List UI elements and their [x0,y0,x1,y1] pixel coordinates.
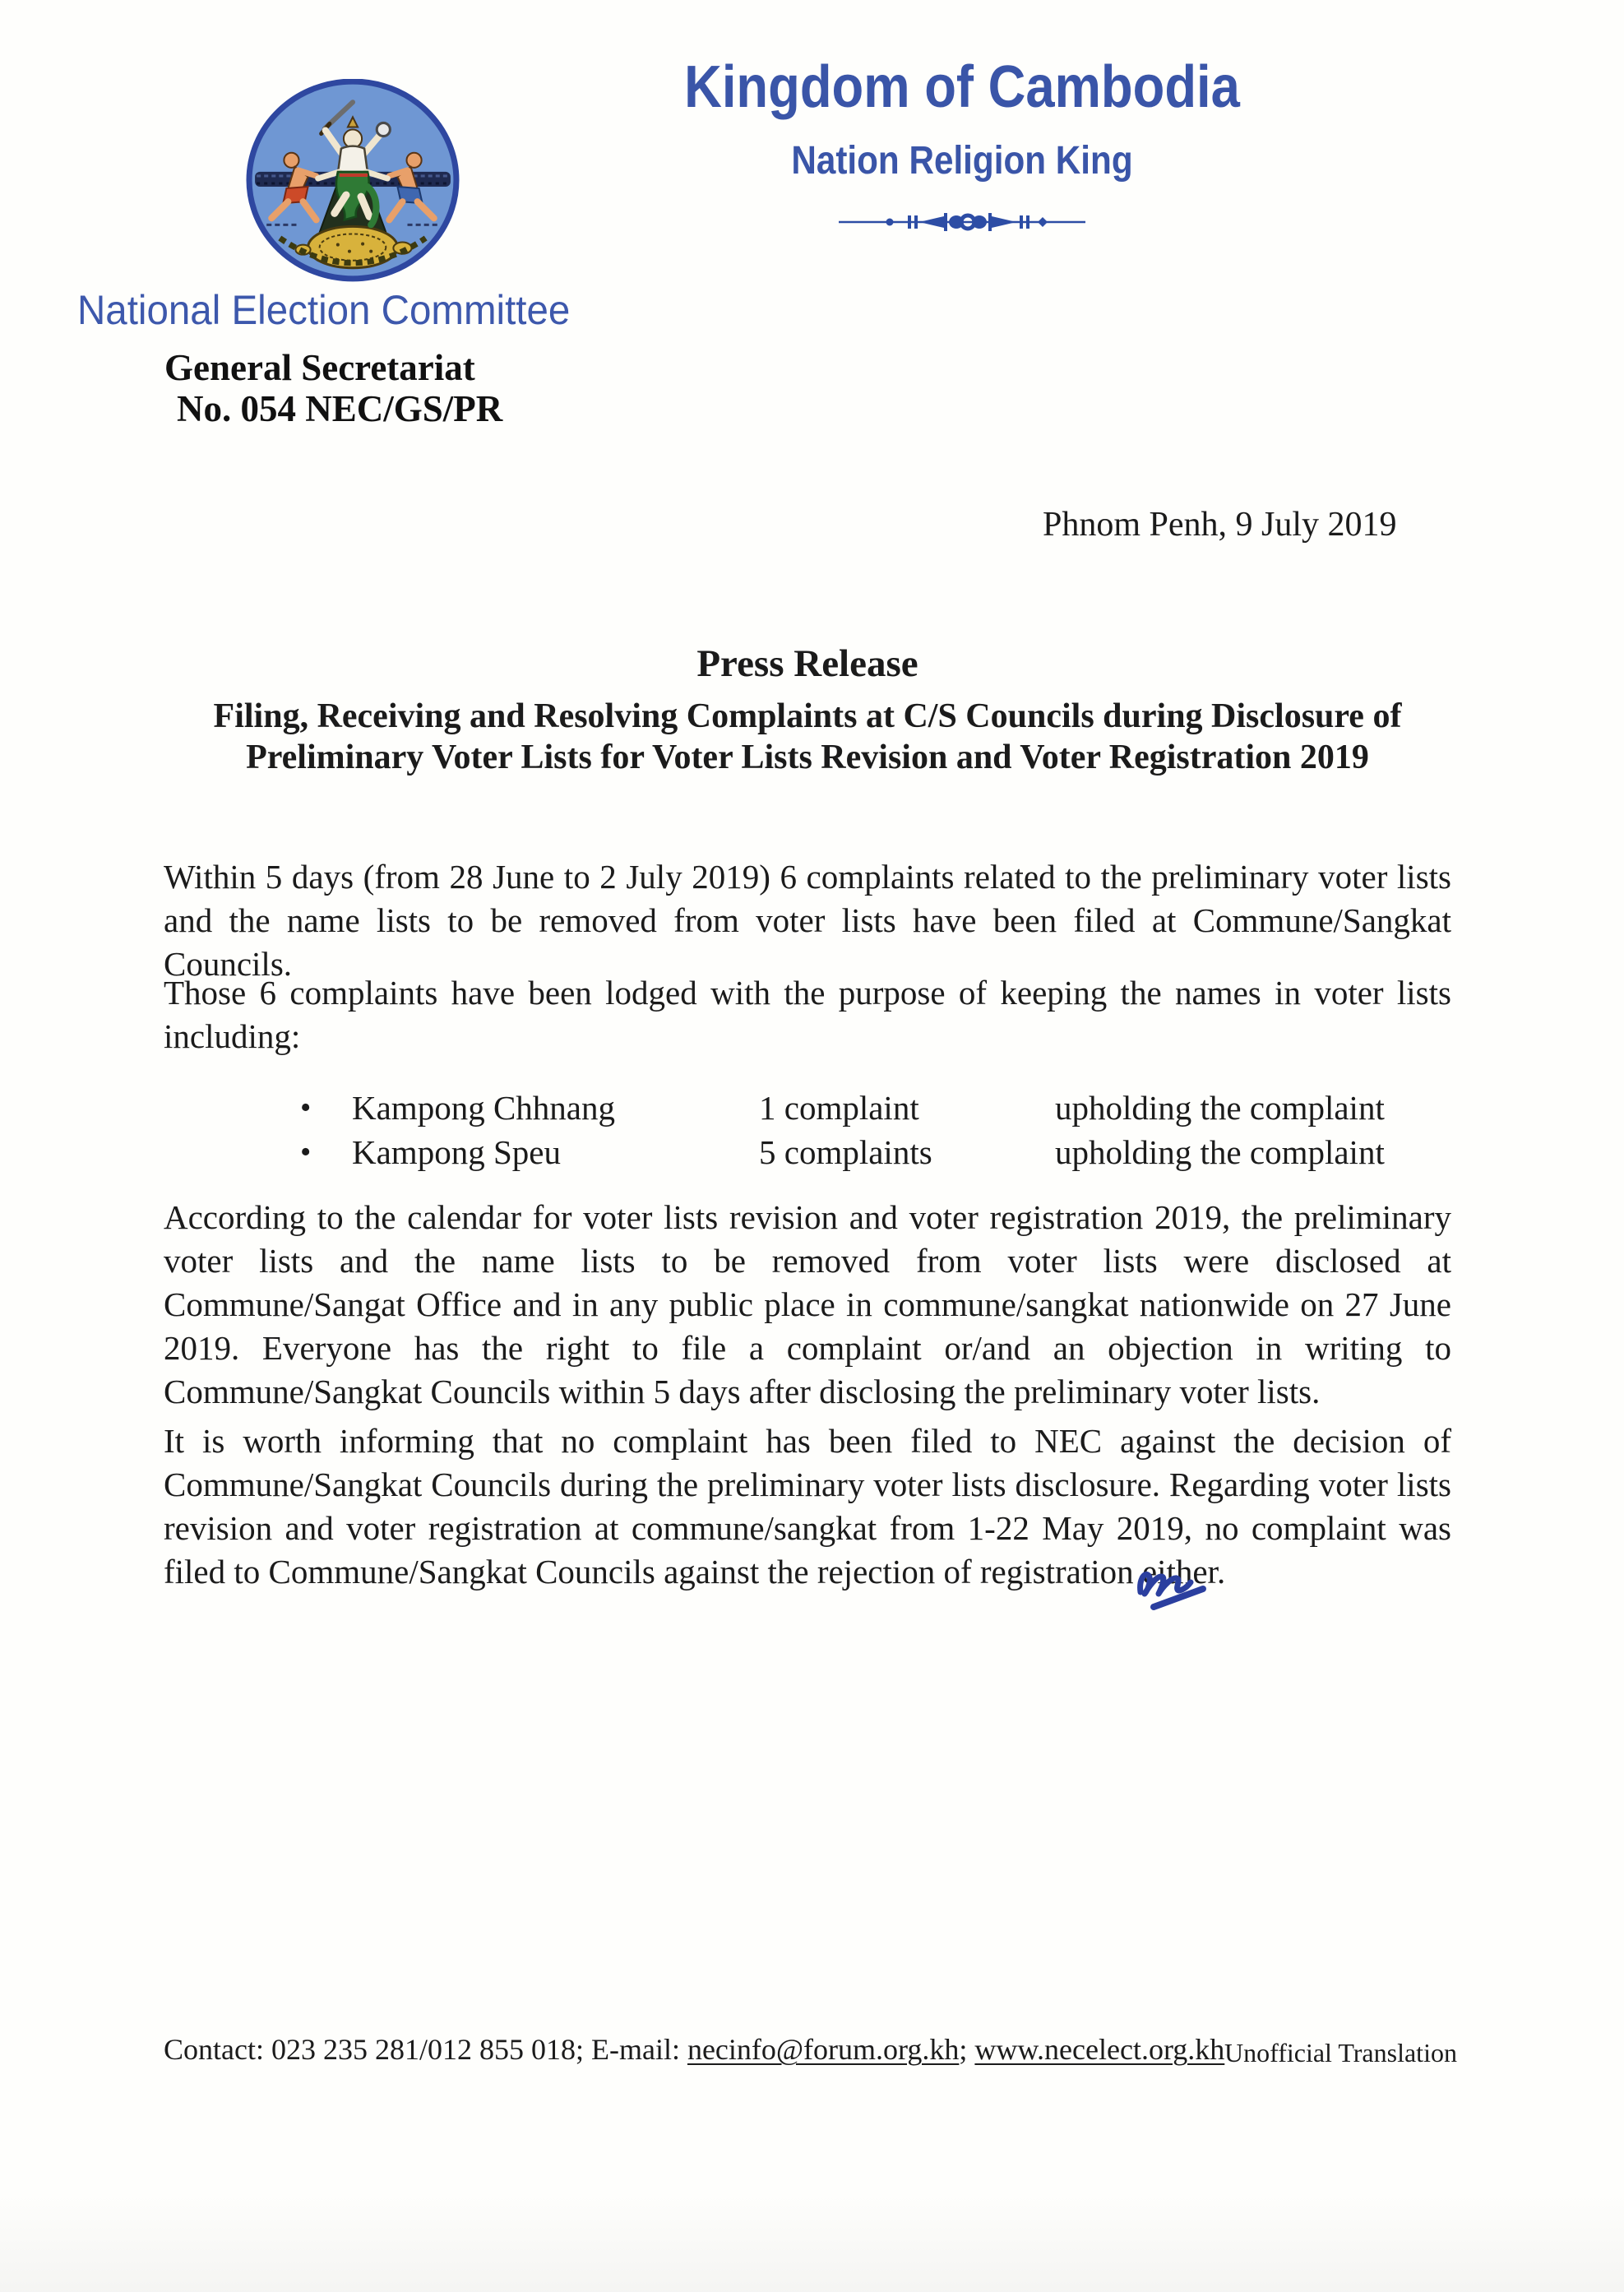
motto-text: Nation Religion King [791,139,1133,183]
complaints-list [164,1086,1451,1174]
org-name-line [77,288,596,332]
paragraph-purpose: Those 6 complaints have been lodged with the purpose of keeping the names in voter lists including: [164,974,1451,1055]
paragraph-calendar: According to the calendar for voter lists revision and voter registration 2019, the preliminary voter lists and the name lists to be removed from voter lists were disclosed at Commune/Sangat Office and in any public place in commune/sangkat nationwide on 27 June 2019. Everyone has the right to file a complaint or/and an objection in writing to Commune/Sangkat Councils within 5 days after disclosing the preliminary voter lists. [164,1198,1451,1410]
complaint-location: Kampong Chhnang [352,1089,615,1127]
paragraph-no-complaint: It is worth informing that no complaint has been filed to NEC against the decision of Commune/Sangkat Councils during the preliminary voter lists disclosure. Regarding voter lists revision and voter registration at commune/sangkat from 1-22 May 2019, no complaint was filed to Commune/Sangkat Councils against the rejection of registration either. [164,1422,1451,1591]
complaint-location: Kampong Speu [352,1133,561,1171]
complaint-resolution: upholding the complaint [1055,1133,1385,1171]
website-link[interactable]: www.necelect.org.kh [974,2033,1225,2066]
list-item [164,1130,1451,1174]
list-item [164,1086,1451,1130]
title-block [178,641,1437,778]
bullet-icon: • [300,1090,312,1125]
signature-initials-icon [1131,1553,1213,1618]
contact-text: Contact: 023 235 281/012 855 018; E-mail: [164,2033,687,2066]
org-name: National Election Committee [77,287,571,333]
paragraph-filing-summary: Within 5 days (from 28 June to 2 July 2019) 6 complaints related to the preliminary voter lists and the name lists to be removed from voter lists have been filed at Commune/Sangkat Councils. [164,858,1451,983]
header-kingdom-block [576,54,1349,241]
reference-number: No. 054 NEC/GS/PR [177,388,503,429]
press-release-title: Press Release [696,642,918,685]
complaint-count: 5 complaints [759,1133,932,1171]
ornament-divider-icon [576,207,1349,241]
footer-contact [164,2031,1224,2067]
press-release-subtitle: Filing, Receiving and Resolving Complaints at C/S Councils during Disclosure of Preliminary Voter Lists for Voter Lists Revision and Voter Registration 2019 [213,697,1402,776]
secretariat-title: General Secretariat [164,347,475,388]
complaint-count: 1 complaint [759,1089,919,1127]
separator-text: ; [959,2033,975,2066]
nec-emblem-icon [245,79,460,286]
dateline: Phnom Penh, 9 July 2019 [1043,506,1397,544]
email-link[interactable]: necinfo@forum.org.kh [687,2033,960,2066]
nec-emblem-logo [245,79,460,286]
bullet-icon: • [300,1135,312,1169]
footer-note: Unofficial Translation [1224,2038,1457,2067]
complaint-resolution: upholding the complaint [1055,1089,1385,1127]
kingdom-title: Kingdom of Cambodia [684,54,1240,120]
